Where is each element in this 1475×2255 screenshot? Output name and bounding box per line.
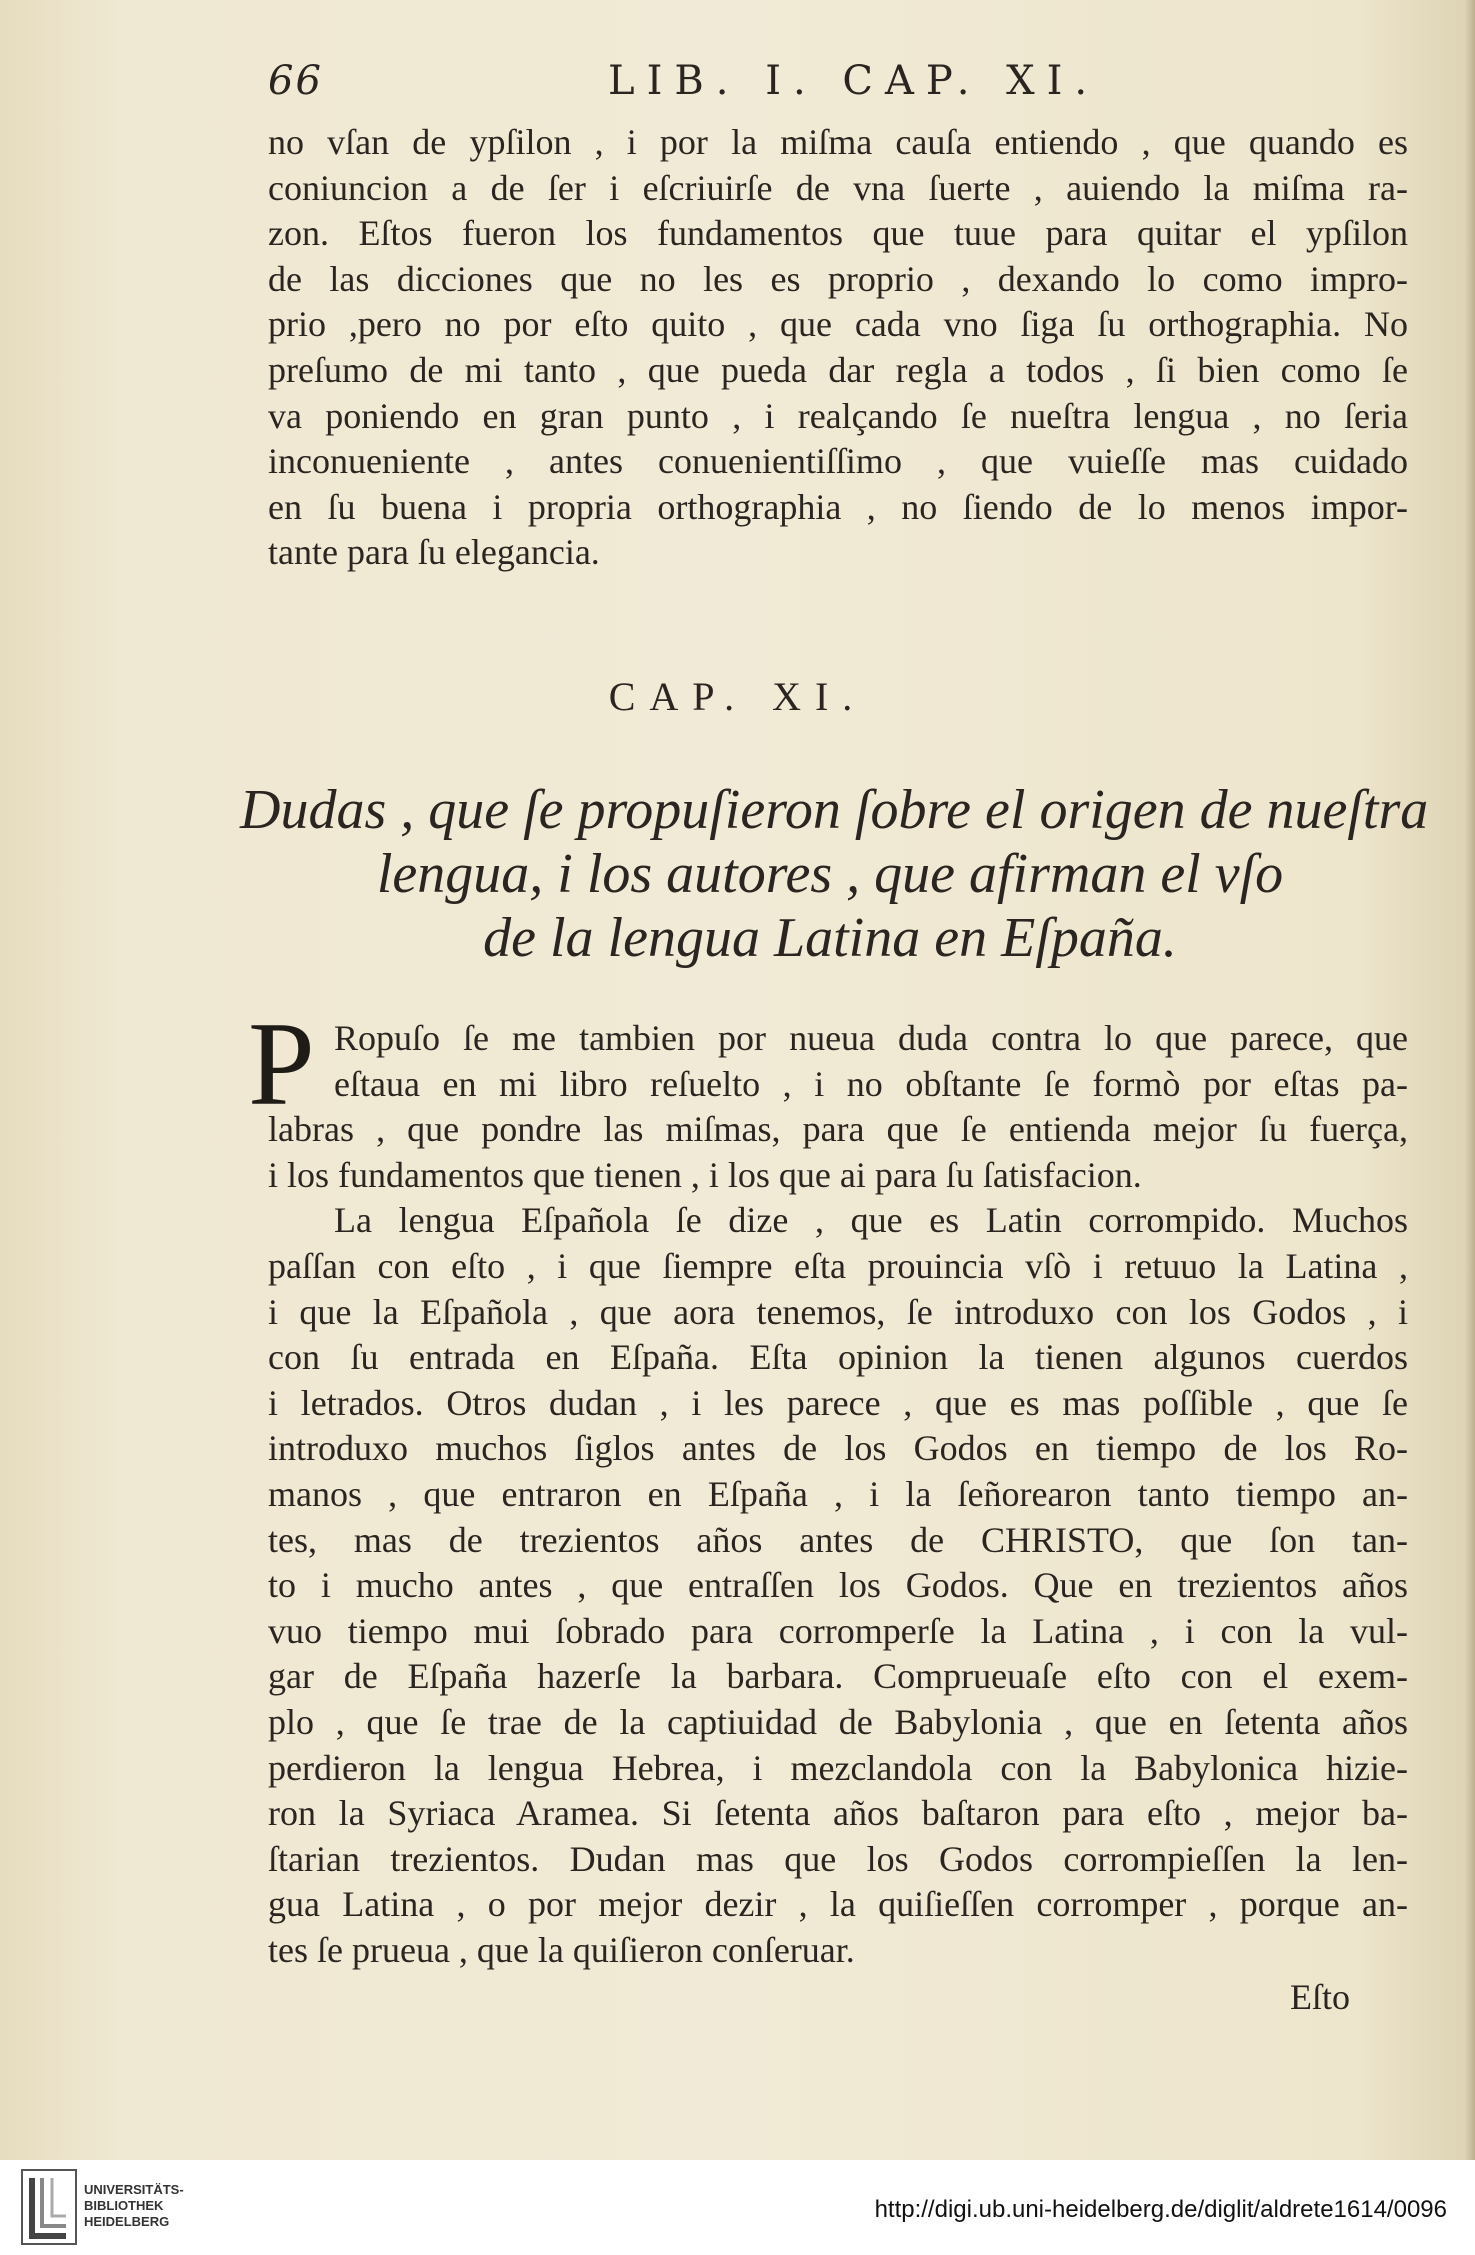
text-line: ſtarian trezientos. Dudan mas que los Godos corrompieſſen la len- — [268, 1838, 1408, 1879]
text-line: eſtaua en mi libro reſuelto , i no obſtante ſe formò por eſtas pa- — [334, 1063, 1408, 1104]
library-name-line: HEIDELBERG — [84, 2214, 170, 2229]
source-url[interactable]: http://digi.ub.uni-heidelberg.de/diglit/aldrete1614/0096 — [874, 2196, 1447, 2223]
title-line: de la lengua Latina en Eſpaña. — [483, 907, 1177, 969]
text-line: i los fundamentos que tienen , i los que ai para ſu ſatisfacion. — [268, 1154, 1142, 1195]
text-line: i letrados. Otros dudan , i les parece , que es mas poſſible , que ſe — [268, 1382, 1408, 1423]
chapter-heading: CAP. XI. — [608, 674, 867, 719]
title-line: lengua, i los autores , que afirman el vſo — [376, 843, 1284, 905]
text-line: tes, mas de trezientos años antes de CHRISTO, que ſon tan- — [268, 1519, 1408, 1560]
running-header — [268, 58, 1198, 108]
text-line: gua Latina , o por mejor dezir , la quiſieſſen corromper , porque an- — [268, 1884, 1408, 1925]
text-line: gar de Eſpaña hazerſe la barbara. Comprueuaſe eſto con el exem- — [268, 1656, 1408, 1697]
text-line: introduxo muchos ſiglos antes de los Godos en tiempo de los Ro- — [268, 1428, 1408, 1469]
text-line: perdieron la lengua Hebrea, i mezclandola con la Babylonica hizie- — [268, 1747, 1408, 1788]
library-name-line: UNIVERSITÄTS- — [84, 2182, 184, 2197]
text-line: de las dicciones que no les es proprio , dexando lo como impro- — [268, 258, 1408, 299]
text-line: preſumo de mi tanto , que pueda dar regla a todos , ſi bien como ſe — [268, 349, 1408, 390]
chapter-body-text — [268, 1016, 1408, 1973]
text-line: ron la Syriaca Aramea. Si ſetenta años baſtaron para eſto , mejor ba- — [268, 1793, 1408, 1834]
chapter-title — [240, 778, 1429, 970]
drop-cap: P — [248, 997, 315, 1130]
text-line: to i mucho antes , que entraſſen los Godos. Que en trezientos años — [268, 1565, 1408, 1606]
text-line: Ropuſo ſe me tambien por nueua duda contra lo que parece, que — [334, 1018, 1408, 1058]
previous-chapter-text — [268, 120, 1408, 576]
text-line: plo , que ſe trae de la captiuidad de Babylonia , que en ſetenta años — [268, 1701, 1408, 1742]
text-line: prio ,pero no por eſto quito , que cada vno ſiga ſu orthographia. No — [268, 304, 1408, 345]
text-line: coniuncion a de ſer i eſcriuirſe de vna ſuerte , auiendo la miſma ra- — [268, 167, 1408, 208]
text-line: vuo tiempo mui ſobrado para corromperſe la Latina , i con la vul- — [268, 1610, 1408, 1651]
text-line: con ſu entrada en Eſpaña. Eſta opinion la tienen algunos cuerdos — [268, 1337, 1408, 1378]
library-name-line: BIBLIOTHEK — [84, 2198, 164, 2213]
running-head: LIB. I. CAP. XI. — [608, 58, 1100, 104]
text-line: zon. Eſtos fueron los fundamentos que tuue para quitar el ypſilon — [268, 213, 1408, 254]
text-line: tante para ſu elegancia. — [268, 532, 600, 573]
library-name — [84, 2182, 184, 2230]
title-line: Dudas , que ſe propuſieron ſobre el origen de nueſtra — [240, 779, 1429, 841]
library-logo-icon — [20, 2168, 78, 2246]
text-line: inconueniente , antes conuenientiſſimo , que vuieſſe mas cuidado — [268, 441, 1408, 482]
footer-bar — [0, 2160, 1475, 2255]
page-number: 66 — [268, 58, 323, 104]
text-line: paſſan con eſto , i que ſiempre eſta prouincia vſò i retuuo la Latina , — [268, 1245, 1408, 1286]
text-line: va poniendo en gran punto , i realçando ſe nueſtra lengua , no ſeria — [268, 395, 1408, 436]
text-line: manos , que entraron en Eſpaña , i la ſeñorearon tanto tiempo an- — [268, 1473, 1408, 1514]
text-line: i que la Eſpañola , que aora tenemos, ſe introduxo con los Godos , i — [268, 1291, 1408, 1332]
text-line: La lengua Eſpañola ſe dize , que es Latin corrompido. Muchos — [334, 1200, 1408, 1241]
text-line: tes ſe prueua , que la quiſieron conſeruar. — [268, 1929, 855, 1970]
text-line: labras , que pondre las miſmas, para que ſe entienda mejor ſu fuerça, — [268, 1109, 1408, 1150]
text-line: no vſan de ypſilon , i por la miſma cauſa entiendo , que quando es — [268, 122, 1408, 162]
text-line: en ſu buena i propria orthographia , no ſiendo de lo menos impor- — [268, 486, 1408, 527]
catchword: Eſto — [1290, 1977, 1350, 2017]
